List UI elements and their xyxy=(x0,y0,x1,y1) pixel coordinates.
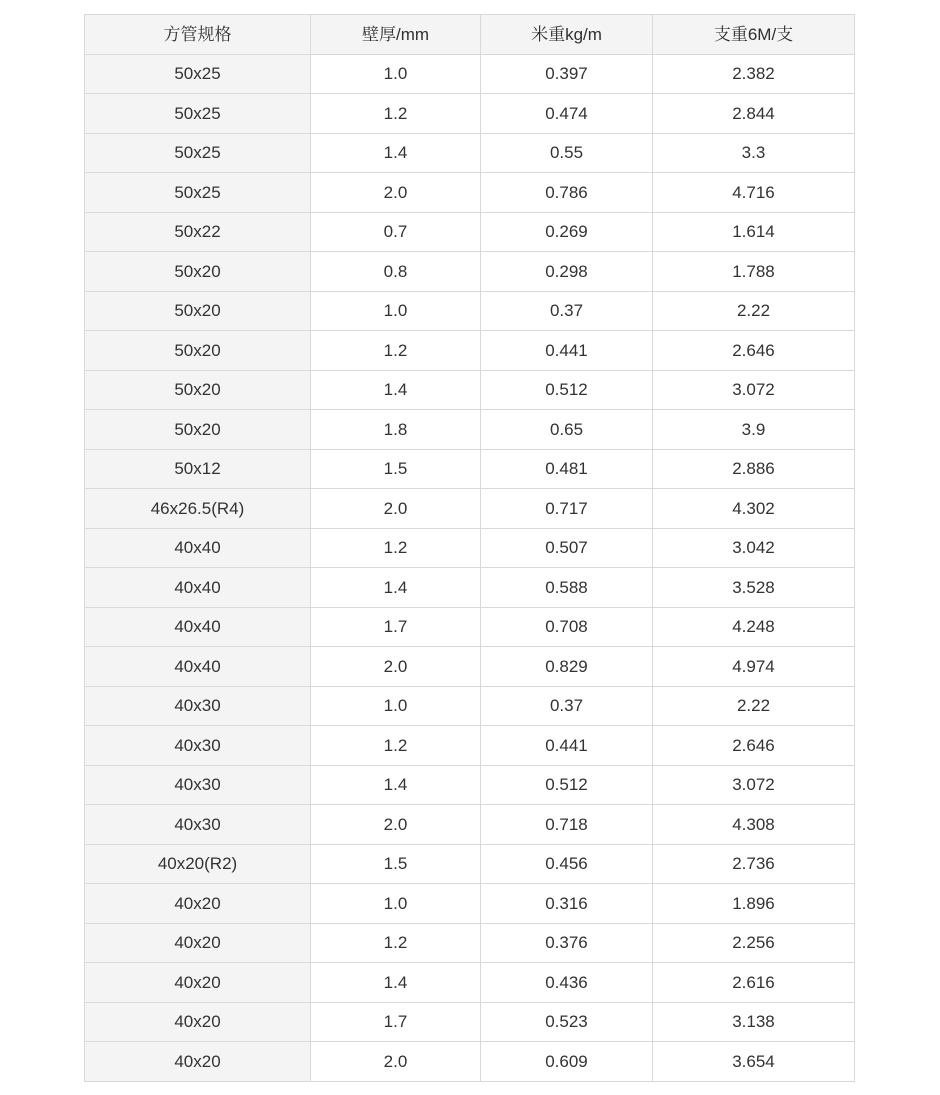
wall-thickness-cell: 1.2 xyxy=(311,726,481,766)
spec-cell: 50x12 xyxy=(85,449,311,489)
spec-cell: 50x25 xyxy=(85,133,311,173)
wall-thickness-cell: 1.0 xyxy=(311,884,481,924)
table-row xyxy=(85,489,855,529)
spec-cell: 40x20 xyxy=(85,963,311,1003)
wall-thickness-cell: 0.8 xyxy=(311,252,481,292)
table-row xyxy=(85,331,855,371)
table-row xyxy=(85,805,855,845)
table-row xyxy=(85,923,855,963)
spec-cell: 50x25 xyxy=(85,173,311,213)
meter-weight-cell: 0.37 xyxy=(481,686,653,726)
table-row xyxy=(85,884,855,924)
square-tube-spec-table xyxy=(84,14,855,1082)
wall-thickness-cell: 0.7 xyxy=(311,212,481,252)
spec-cell: 40x30 xyxy=(85,726,311,766)
meter-weight-cell: 0.786 xyxy=(481,173,653,213)
piece-weight-cell: 4.302 xyxy=(653,489,855,529)
piece-weight-cell: 2.646 xyxy=(653,726,855,766)
wall-thickness-cell: 2.0 xyxy=(311,489,481,529)
wall-thickness-cell: 1.2 xyxy=(311,923,481,963)
meter-weight-cell: 0.65 xyxy=(481,410,653,450)
meter-weight-cell: 0.397 xyxy=(481,54,653,94)
piece-weight-cell: 3.3 xyxy=(653,133,855,173)
wall-thickness-cell: 1.2 xyxy=(311,528,481,568)
table-row xyxy=(85,449,855,489)
table-row xyxy=(85,528,855,568)
spec-cell: 40x40 xyxy=(85,528,311,568)
table-row xyxy=(85,252,855,292)
piece-weight-cell: 4.716 xyxy=(653,173,855,213)
spec-cell: 50x25 xyxy=(85,54,311,94)
piece-weight-cell: 3.042 xyxy=(653,528,855,568)
table-row xyxy=(85,1002,855,1042)
wall-thickness-cell: 1.0 xyxy=(311,686,481,726)
wall-thickness-cell: 1.4 xyxy=(311,765,481,805)
spec-cell: 40x30 xyxy=(85,765,311,805)
meter-weight-cell: 0.37 xyxy=(481,291,653,331)
table-row xyxy=(85,568,855,608)
table-row xyxy=(85,173,855,213)
wall-thickness-cell: 1.7 xyxy=(311,607,481,647)
wall-thickness-cell: 1.2 xyxy=(311,94,481,134)
spec-cell: 40x20 xyxy=(85,1042,311,1082)
header-row xyxy=(85,15,855,55)
wall-thickness-cell: 2.0 xyxy=(311,173,481,213)
piece-weight-cell: 2.736 xyxy=(653,844,855,884)
wall-thickness-cell: 2.0 xyxy=(311,1042,481,1082)
wall-thickness-cell: 1.5 xyxy=(311,844,481,884)
spec-cell: 50x25 xyxy=(85,94,311,134)
meter-weight-cell: 0.609 xyxy=(481,1042,653,1082)
piece-weight-cell: 3.9 xyxy=(653,410,855,450)
piece-weight-cell: 2.256 xyxy=(653,923,855,963)
spec-cell: 50x20 xyxy=(85,370,311,410)
piece-weight-cell: 3.654 xyxy=(653,1042,855,1082)
meter-weight-cell: 0.474 xyxy=(481,94,653,134)
spec-cell: 40x40 xyxy=(85,568,311,608)
piece-weight-cell: 4.974 xyxy=(653,647,855,687)
meter-weight-cell: 0.269 xyxy=(481,212,653,252)
wall-thickness-cell: 2.0 xyxy=(311,647,481,687)
spec-cell: 46x26.5(R4) xyxy=(85,489,311,529)
wall-thickness-cell: 1.4 xyxy=(311,133,481,173)
piece-weight-cell: 2.886 xyxy=(653,449,855,489)
piece-weight-cell: 1.788 xyxy=(653,252,855,292)
piece-weight-cell: 3.072 xyxy=(653,370,855,410)
table-row xyxy=(85,726,855,766)
wall-thickness-cell: 1.4 xyxy=(311,963,481,1003)
meter-weight-cell: 0.481 xyxy=(481,449,653,489)
wall-thickness-cell: 1.7 xyxy=(311,1002,481,1042)
table-row xyxy=(85,291,855,331)
page-content xyxy=(84,14,854,1082)
spec-cell: 50x22 xyxy=(85,212,311,252)
meter-weight-cell: 0.436 xyxy=(481,963,653,1003)
wall-thickness-cell: 2.0 xyxy=(311,805,481,845)
spec-cell: 40x30 xyxy=(85,686,311,726)
meter-weight-cell: 0.523 xyxy=(481,1002,653,1042)
piece-weight-cell: 2.22 xyxy=(653,291,855,331)
meter-weight-cell: 0.718 xyxy=(481,805,653,845)
meter-weight-cell: 0.441 xyxy=(481,726,653,766)
spec-cell: 50x20 xyxy=(85,331,311,371)
meter-weight-cell: 0.829 xyxy=(481,647,653,687)
spec-cell: 40x40 xyxy=(85,647,311,687)
meter-weight-cell: 0.512 xyxy=(481,370,653,410)
table-row xyxy=(85,370,855,410)
table-row xyxy=(85,212,855,252)
piece-weight-cell: 2.22 xyxy=(653,686,855,726)
spec-cell: 40x20 xyxy=(85,884,311,924)
meter-weight-cell: 0.588 xyxy=(481,568,653,608)
meter-weight-cell: 0.507 xyxy=(481,528,653,568)
wall-thickness-cell: 1.4 xyxy=(311,370,481,410)
piece-weight-cell: 3.072 xyxy=(653,765,855,805)
table-row xyxy=(85,1042,855,1082)
wall-thickness-cell: 1.8 xyxy=(311,410,481,450)
table-row xyxy=(85,844,855,884)
meter-weight-cell: 0.717 xyxy=(481,489,653,529)
piece-weight-cell: 4.308 xyxy=(653,805,855,845)
table-row xyxy=(85,647,855,687)
meter-weight-cell: 0.441 xyxy=(481,331,653,371)
table-row xyxy=(85,686,855,726)
spec-cell: 40x20 xyxy=(85,1002,311,1042)
table-row xyxy=(85,133,855,173)
piece-weight-cell: 2.646 xyxy=(653,331,855,371)
meter-weight-cell: 0.298 xyxy=(481,252,653,292)
column-header-spec: 方管规格 xyxy=(85,15,311,55)
piece-weight-cell: 2.616 xyxy=(653,963,855,1003)
piece-weight-cell: 2.844 xyxy=(653,94,855,134)
piece-weight-cell: 1.896 xyxy=(653,884,855,924)
table-row xyxy=(85,765,855,805)
spec-cell: 50x20 xyxy=(85,410,311,450)
column-header-weight-per-6m-piece: 支重6M/支 xyxy=(653,15,855,55)
table-row xyxy=(85,410,855,450)
table-row xyxy=(85,607,855,647)
meter-weight-cell: 0.55 xyxy=(481,133,653,173)
wall-thickness-cell: 1.5 xyxy=(311,449,481,489)
column-header-weight-per-meter: 米重kg/m xyxy=(481,15,653,55)
table-row xyxy=(85,963,855,1003)
meter-weight-cell: 0.376 xyxy=(481,923,653,963)
spec-cell: 40x20 xyxy=(85,923,311,963)
meter-weight-cell: 0.512 xyxy=(481,765,653,805)
spec-cell: 50x20 xyxy=(85,252,311,292)
piece-weight-cell: 3.138 xyxy=(653,1002,855,1042)
piece-weight-cell: 2.382 xyxy=(653,54,855,94)
wall-thickness-cell: 1.2 xyxy=(311,331,481,371)
wall-thickness-cell: 1.4 xyxy=(311,568,481,608)
meter-weight-cell: 0.316 xyxy=(481,884,653,924)
table-row xyxy=(85,54,855,94)
wall-thickness-cell: 1.0 xyxy=(311,54,481,94)
table-row xyxy=(85,94,855,134)
meter-weight-cell: 0.456 xyxy=(481,844,653,884)
piece-weight-cell: 1.614 xyxy=(653,212,855,252)
spec-cell: 40x20(R2) xyxy=(85,844,311,884)
wall-thickness-cell: 1.0 xyxy=(311,291,481,331)
piece-weight-cell: 3.528 xyxy=(653,568,855,608)
meter-weight-cell: 0.708 xyxy=(481,607,653,647)
spec-cell: 40x30 xyxy=(85,805,311,845)
column-header-wall-thickness: 壁厚/mm xyxy=(311,15,481,55)
piece-weight-cell: 4.248 xyxy=(653,607,855,647)
spec-cell: 50x20 xyxy=(85,291,311,331)
spec-cell: 40x40 xyxy=(85,607,311,647)
